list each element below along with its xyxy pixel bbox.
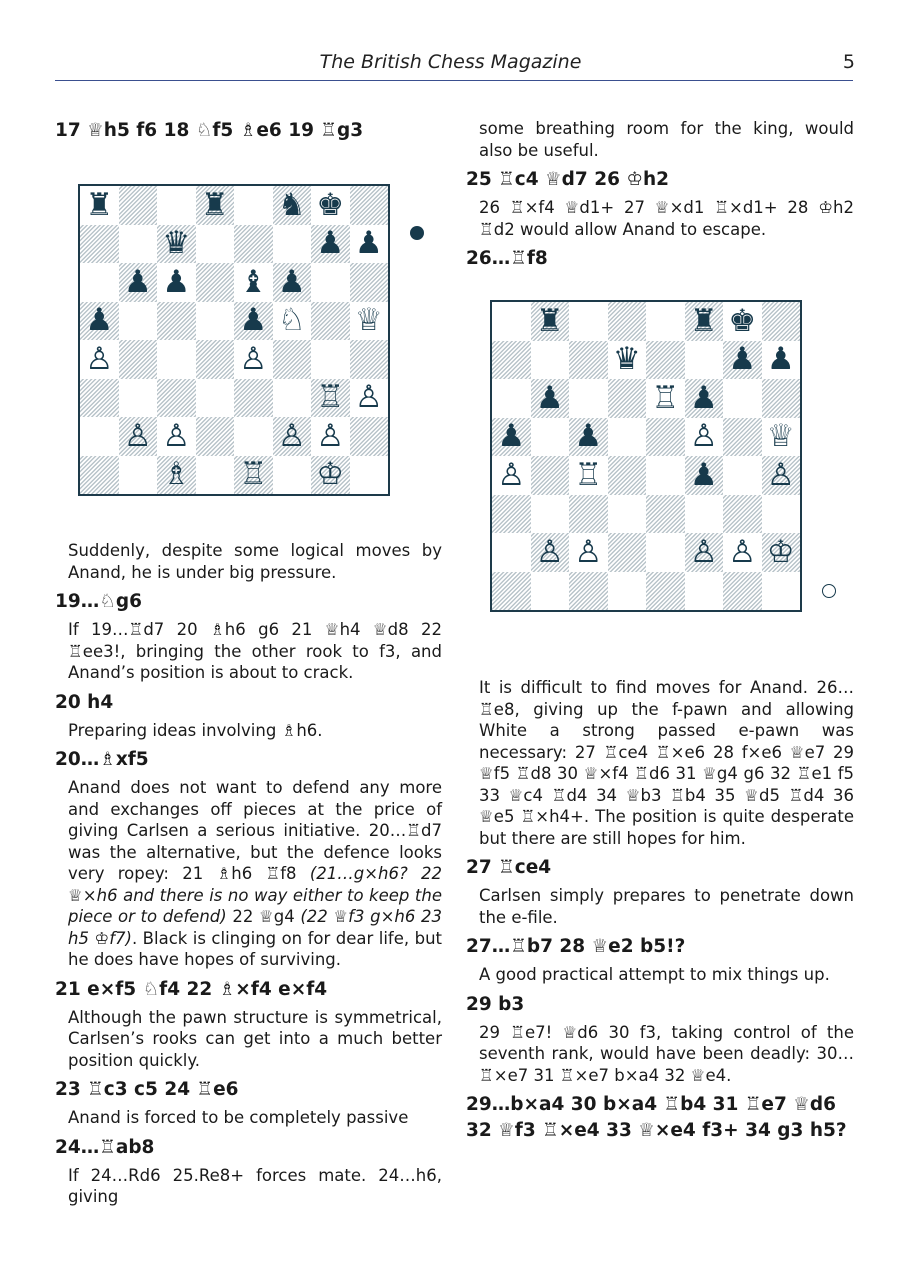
board-square: [492, 456, 531, 495]
board-square: [608, 533, 647, 572]
black-pawn-piece: ♟: [689, 456, 718, 493]
move-heading: 20…♗xf5: [55, 749, 149, 770]
board-square: [80, 186, 119, 225]
board-square: [685, 302, 724, 341]
board-square: [157, 456, 196, 495]
white-king-piece: ♔: [316, 456, 345, 493]
board-square: [492, 572, 531, 611]
annotation-text: Preparing ideas involving ♗h6.: [68, 720, 323, 740]
black-queen-piece: ♛: [162, 225, 191, 262]
annotation-text: A good practical attempt to mix things up.: [479, 965, 830, 984]
board-square: [646, 456, 685, 495]
board-diagram-2-wrap: [466, 272, 854, 677]
move-heading: 29 b3: [466, 993, 525, 1015]
board-square: [311, 379, 350, 418]
white-pawn-piece: ♙: [535, 533, 564, 570]
board-square: [723, 341, 762, 380]
board-square: [531, 495, 570, 534]
board-square: [234, 225, 273, 264]
board-square: [608, 572, 647, 611]
board-square: [608, 456, 647, 495]
black-knight-piece: ♞: [277, 186, 306, 223]
annotation-span: . Black is clinging on for dear life, but he does have hopes of surviving.: [68, 928, 442, 969]
board-square: [157, 379, 196, 418]
board-square: [531, 572, 570, 611]
board-square: [311, 225, 350, 264]
board-square: [723, 495, 762, 534]
board-square: [119, 302, 158, 341]
white-pawn-piece: ♙: [239, 340, 268, 377]
board-square: [196, 417, 235, 456]
board-square: [80, 417, 119, 456]
board-square: [492, 495, 531, 534]
board-square: [157, 186, 196, 225]
board-square: [234, 302, 273, 341]
chess-board-2: [490, 300, 802, 612]
board-square: [492, 302, 531, 341]
board-square: [234, 340, 273, 379]
black-pawn-piece: ♟: [123, 263, 152, 300]
board-square: [723, 418, 762, 457]
board-square: [685, 379, 724, 418]
board-square: [196, 302, 235, 341]
board-square: [492, 418, 531, 457]
white-pawn-piece: ♙: [354, 379, 383, 416]
board-square: [119, 263, 158, 302]
board-square: [119, 417, 158, 456]
board-square: [646, 302, 685, 341]
board-square: [273, 417, 312, 456]
white-knight-piece: ♘: [277, 302, 306, 339]
black-pawn-piece: ♟: [535, 379, 564, 416]
board-square: [80, 225, 119, 264]
board-square: [646, 572, 685, 611]
board-square: [608, 495, 647, 534]
board-square: [685, 533, 724, 572]
move-heading: 19…♘g6: [55, 591, 142, 612]
board-square: [762, 456, 801, 495]
board-square: [157, 263, 196, 302]
board-square: [273, 379, 312, 418]
board-square: [762, 302, 801, 341]
board-square: [350, 225, 389, 264]
board-square: [608, 379, 647, 418]
black-pawn-piece: ♟: [277, 263, 306, 300]
move-heading: 25 ♖c4 ♕d7 26 ♔h2: [466, 169, 670, 190]
board-square: [608, 302, 647, 341]
black-pawn-piece: ♟: [728, 341, 757, 378]
annotation-text: Suddenly, despite some logical moves by Anand, he is under big pressure.: [68, 541, 442, 582]
black-pawn-piece: ♟: [497, 418, 526, 455]
board-square: [196, 225, 235, 264]
board-square: [569, 533, 608, 572]
board-square: [762, 341, 801, 380]
board-square: [350, 456, 389, 495]
board-square: [119, 379, 158, 418]
board-square: [311, 263, 350, 302]
board-square: [157, 302, 196, 341]
board-square: [492, 341, 531, 380]
board-square: [311, 340, 350, 379]
white-pawn-piece: ♙: [85, 340, 114, 377]
annotation-text: 26 ♖×f4 ♕d1+ 27 ♕×d1 ♖×d1+ 28 ♔h2 ♖d2 would allow Anand to escape.: [479, 198, 854, 239]
black-pawn-piece: ♟: [354, 225, 383, 262]
white-rook-piece: ♖: [574, 456, 603, 493]
black-pawn-piece: ♟: [162, 263, 191, 300]
move-heading: 17 ♕h5 f6 18 ♘f5 ♗e6 19 ♖g3: [55, 120, 364, 141]
board-square: [350, 302, 389, 341]
board-square: [157, 340, 196, 379]
move-heading: 26…♖f8: [466, 248, 548, 269]
board-square: [80, 379, 119, 418]
board-square: [723, 572, 762, 611]
board-square: [685, 495, 724, 534]
move-heading: 27…♖b7 28 ♕e2 b5!?: [466, 936, 686, 957]
black-king-piece: ♚: [728, 302, 757, 339]
chess-board-1: [78, 184, 390, 496]
black-pawn-piece: ♟: [689, 379, 718, 416]
white-pawn-piece: ♙: [689, 418, 718, 455]
black-pawn-piece: ♟: [85, 302, 114, 339]
board-square: [531, 341, 570, 380]
white-pawn-piece: ♙: [728, 533, 757, 570]
board-square: [119, 225, 158, 264]
board-square: [646, 533, 685, 572]
move-heading: 23 ♖c3 c5 24 ♖e6: [55, 1079, 239, 1100]
white-pawn-piece: ♙: [277, 417, 306, 454]
white-pawn-piece: ♙: [689, 533, 718, 570]
black-king-piece: ♚: [316, 186, 345, 223]
board-square: [311, 186, 350, 225]
board-square: [723, 456, 762, 495]
board-square: [234, 417, 273, 456]
move-heading: 29…b×a4 30 b×a4 ♖b4 31 ♖e7 ♕d6 32 ♕f3 ♖×e4 33 ♕×e4 f3+ 34 g3 h5?: [466, 1094, 847, 1141]
running-header-title: The British Chess Magazine: [319, 51, 582, 73]
board-square: [80, 340, 119, 379]
board-square: [273, 186, 312, 225]
board-square: [350, 417, 389, 456]
side-to-move-marker-white: [822, 584, 836, 598]
board-square: [157, 417, 196, 456]
board-square: [762, 418, 801, 457]
move-heading: 20 h4: [55, 691, 114, 713]
board-square: [350, 186, 389, 225]
board-square: [80, 456, 119, 495]
board-square: [311, 456, 350, 495]
board-square: [273, 263, 312, 302]
right-column: [466, 118, 854, 1144]
board-square: [273, 225, 312, 264]
board-square: [569, 418, 608, 457]
black-rook-piece: ♜: [85, 186, 114, 223]
board-square: [762, 379, 801, 418]
annotation-text: 29 ♖e7! ♕d6 30 f3, taking control of the seventh rank, would have been deadly: 30…♖×e7 31 ♖×e7 b×a4 32 ♕e4.: [479, 1022, 854, 1085]
board-square: [350, 379, 389, 418]
board-square: [234, 263, 273, 302]
board-square: [234, 379, 273, 418]
board-square: [80, 302, 119, 341]
black-rook-piece: ♜: [689, 302, 718, 339]
board-square: [119, 186, 158, 225]
board-square: [311, 302, 350, 341]
annotation-text: Carlsen simply prepares to penetrate down the e-file.: [479, 886, 854, 927]
white-pawn-piece: ♙: [766, 456, 795, 493]
board-square: [273, 456, 312, 495]
black-bishop-piece: ♝: [239, 263, 268, 300]
board-square: [234, 186, 273, 225]
board-square: [234, 456, 273, 495]
board-square: [723, 379, 762, 418]
board-square: [492, 533, 531, 572]
board-diagram-1-wrap: [55, 144, 442, 534]
board-square: [762, 533, 801, 572]
black-rook-piece: ♜: [200, 186, 229, 223]
white-bishop-piece: ♗: [162, 456, 191, 493]
board-square: [685, 572, 724, 611]
board-square: [762, 572, 801, 611]
board-square: [350, 340, 389, 379]
black-pawn-piece: ♟: [316, 225, 345, 262]
board-square: [646, 418, 685, 457]
white-pawn-piece: ♙: [574, 533, 603, 570]
board-square: [196, 340, 235, 379]
board-square: [646, 379, 685, 418]
board-square: [569, 495, 608, 534]
annotation-text: Although the pawn structure is symmetrical, Carlsen’s rooks can get into a much better position quickly.: [68, 1007, 442, 1070]
annotation-text: If 19…♖d7 20 ♗h6 g6 21 ♕h4 ♕d8 22 ♖ee3!, bringing the other rook to f3, and Anand’s position is about to crack.: [68, 620, 442, 682]
board-square: [531, 418, 570, 457]
white-rook-piece: ♖: [239, 456, 268, 493]
black-rook-piece: ♜: [535, 302, 564, 339]
board-square: [492, 379, 531, 418]
board-square: [569, 572, 608, 611]
white-rook-piece: ♖: [316, 379, 345, 416]
board-square: [311, 417, 350, 456]
white-rook-piece: ♖: [651, 379, 680, 416]
left-column: [55, 118, 442, 1208]
board-square: [196, 263, 235, 302]
board-square: [685, 341, 724, 380]
board-square: [608, 341, 647, 380]
move-heading: 27 ♖ce4: [466, 857, 552, 878]
board-square: [569, 302, 608, 341]
board-square: [350, 263, 389, 302]
board-square: [685, 418, 724, 457]
board-square: [196, 186, 235, 225]
white-king-piece: ♔: [766, 533, 795, 570]
board-square: [80, 263, 119, 302]
header-rule: [55, 80, 853, 81]
annotation-text: Anand is forced to be completely passive: [68, 1108, 409, 1127]
board-square: [685, 456, 724, 495]
black-pawn-piece: ♟: [239, 302, 268, 339]
board-square: [531, 379, 570, 418]
white-pawn-piece: ♙: [497, 456, 526, 493]
annotation-variation: (21…g×h6? 22 ♕×h6 and there is no way either to keep the piece or to defend): [68, 864, 443, 926]
board-square: [531, 533, 570, 572]
annotation-text: It is difficult to find moves for Anand. 26…♖e8, giving up the f-pawn and allowing White a strong passed e-pawn was necessary: 27 ♖ce4 ♖×e6 28 f×e6 ♕e7 29 ♕f5 ♖d8 30 ♕×f4 ♖d6 31 ♕g4 g6 32 ♖e1 f5 33 ♕c4 ♖d4 34 ♕b3 ♖b4 35 ♕d5 ♖d4 36 ♕e5 ♖×h4+. The position is quite desperate but there are still hopes for him.: [479, 678, 854, 848]
board-square: [646, 341, 685, 380]
board-square: [273, 340, 312, 379]
board-square: [569, 341, 608, 380]
board-square: [196, 379, 235, 418]
annotation-span: 22 ♕g4: [226, 907, 301, 926]
board-square: [119, 340, 158, 379]
board-square: [531, 302, 570, 341]
page-number: 5: [842, 51, 855, 73]
white-pawn-piece: ♙: [123, 417, 152, 454]
white-queen-piece: ♕: [766, 418, 795, 455]
side-to-move-marker-black: [410, 226, 424, 240]
white-queen-piece: ♕: [354, 302, 383, 339]
move-heading: 21 e×f5 ♘f4 22 ♗×f4 e×f4: [55, 978, 328, 1000]
board-square: [569, 379, 608, 418]
white-pawn-piece: ♙: [162, 417, 191, 454]
black-pawn-piece: ♟: [766, 341, 795, 378]
board-square: [531, 456, 570, 495]
board-square: [569, 456, 608, 495]
board-square: [119, 456, 158, 495]
board-square: [762, 495, 801, 534]
annotation-span: Anand does not want to defend any more and exchanges off pieces at the price of giving Carlsen a serious initiative. 20…♖d7 was the alternative, but the defence looks very ropey: 21 ♗h6 ♖f8: [68, 778, 442, 883]
board-square: [608, 418, 647, 457]
black-pawn-piece: ♟: [574, 418, 603, 455]
move-heading: 24…♖ab8: [55, 1136, 155, 1158]
board-square: [723, 302, 762, 341]
annotation-variation: (22 ♕f3 g×h6 23 h5 ♔f7): [68, 907, 442, 948]
board-square: [723, 533, 762, 572]
white-pawn-piece: ♙: [316, 417, 345, 454]
board-square: [157, 225, 196, 264]
annotation-text: If 24…Rd6 25.Re8+ forces mate. 24…h6, giving: [68, 1165, 442, 1206]
annotation-text: some breathing room for the king, would also be useful.: [479, 119, 854, 160]
board-square: [646, 495, 685, 534]
board-square: [273, 302, 312, 341]
black-queen-piece: ♛: [612, 341, 641, 378]
board-square: [196, 456, 235, 495]
annotation-text: [68, 777, 442, 971]
